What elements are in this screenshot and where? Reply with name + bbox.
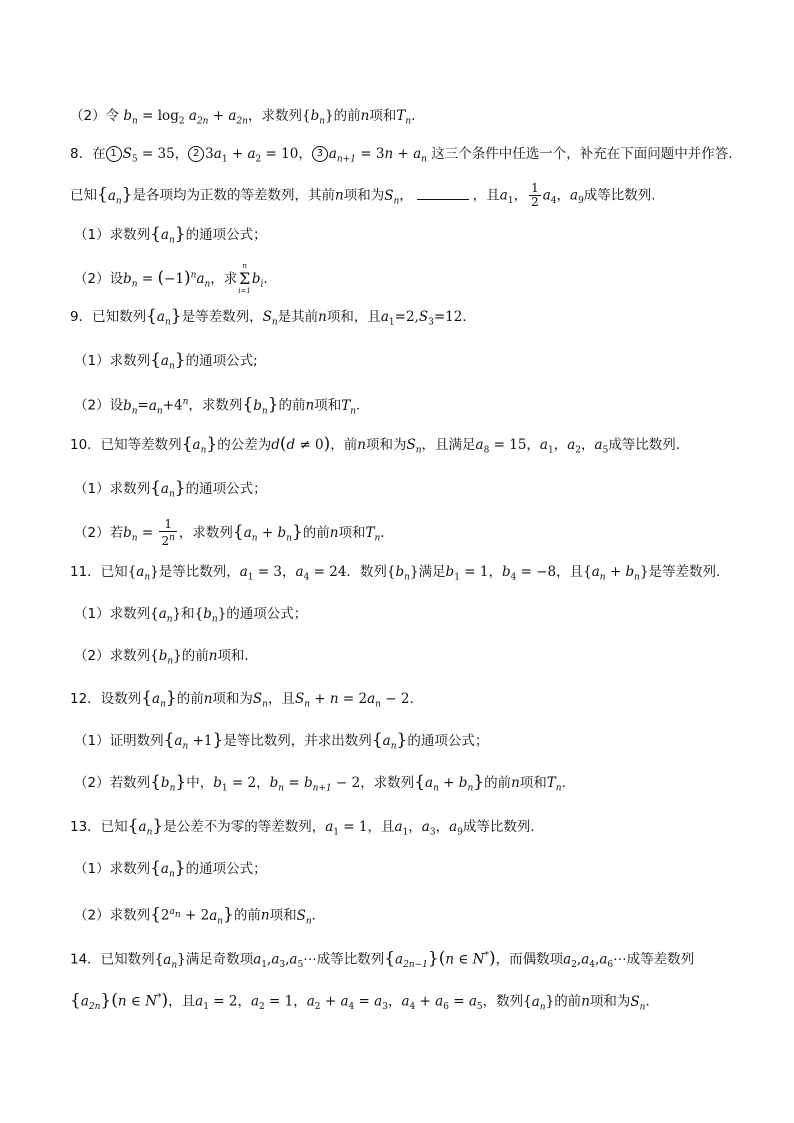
q8-lead: 8．在	[70, 146, 106, 162]
q8-tail: 这三个条件中任选一个，补充在下面问题中并作答.	[431, 146, 733, 162]
q7-p2-prefix: （2）令	[70, 108, 120, 124]
q7-p2-mid: ，求数列	[247, 108, 302, 124]
circled-one-icon: 1	[106, 146, 122, 162]
answer-blank	[417, 185, 469, 200]
circled-three-icon: 3	[312, 146, 328, 162]
q7-p2-end: 的前	[333, 108, 361, 124]
document-page: （2）令 $b_n = \log_2 a_{2n} + a_{2n}$，求数列$\{b_n\}$的前n项和$T_n$. 8．在 1 $S_5 = 35$， 2 $3a_1 + a_2 = 10$， 3 $a_{n+1} = 3n + a_n$ 这三个条件中任选一个，补充在下面问题中并作答. 已知$\{a_n\}$是各项均为正数的等差数列，其前n项和为$S_n$， ，且$a_1$， $\frac{1}{2}$ $a_4$，$a_9$成等比数列. （1）求数列$\{a_n\}$的通项公式； （2）设$b_n = (-1)^na_n$，求 n Σ i=1 $b_i$. 9．已知数列$\{a_n\}$是等差数列，$S_n$是其前n项和，且$a_1=2,S_3=12$． （1）求数列$\{a_n\}$的通项公式; （2）设$b_n=a_n+4^n$，求数列$\{b_n\}$的前n项和$T_n$． 10．已知等差数列$\{a_n\}$的公差为d(d ≠ 0)，前n项和为$S_n$，且满足$a_8 = 15$，$a_1$，$a_2$，$a_5$成等比数列. （1）求数列$\{a_n\}$的通项公式； （2）若$b_n$ = $\frac{1}{2^n}$ ，求数列$\{a_n + b_n\}$的前n项和$T_n$． 11．已知$\{a_n\}$是等比数列，$a_1 = 3$，$a_4 = 24$．数列$\{b_n\}$满足$b_1 = 1$，$b_4 = -8$，且$\{a_n + b_n\}$是等差数列. （1）求数列$\{a_n\}$和$\{b_n\}$的通项公式； （2）求数列$\{b_n\}$的前n项和. 12．设数列$\{a_n\}$的前n项和为$S_n$，且$S_n + n = 2a_n - 2$． （1）证明数列$\{a_n +1\}$是等比数列，并求出数列$\{a_n\}$的通项公式； （2）若数列$\{b_n\}$中，$b_1 = 2$，$b_n = b_{n+1} - 2$，求数列$\{a_n + b_n\}$的前n项和$T_n$． 13．已知$\{a_n\}$是公差不为零的等差数列，$a_1 = 1$，且$a_1$，$a_3$，$a_9$成等比数列. （1）求数列$\{a_n\}$的通项公式； （2）求数列$\{2^{a_n} + 2a_n\}$的前n项和$S_n$． 14．已知数列$\{a_n\}$满足奇数项$a_1,a_3,a_5\cdots$成等比数列$\{a_{2n-1}\}(n$ ∈ N*)，而偶数项$a_2,a_4,a_6\cdots$成等差数列 $\{a_{2n}\}(n$ ∈ N*)，且$a_1 = 2$，$a_2 = 1$，$a_2 + a_4 = a_3$，$a_4 + a_6 = a_5$，数列$\{a_n\}$的前n项和为$S_n$．	[70, 108, 733, 1013]
circled-two-icon: 2	[188, 146, 204, 162]
q7-p2-tail: 项和	[369, 108, 397, 124]
